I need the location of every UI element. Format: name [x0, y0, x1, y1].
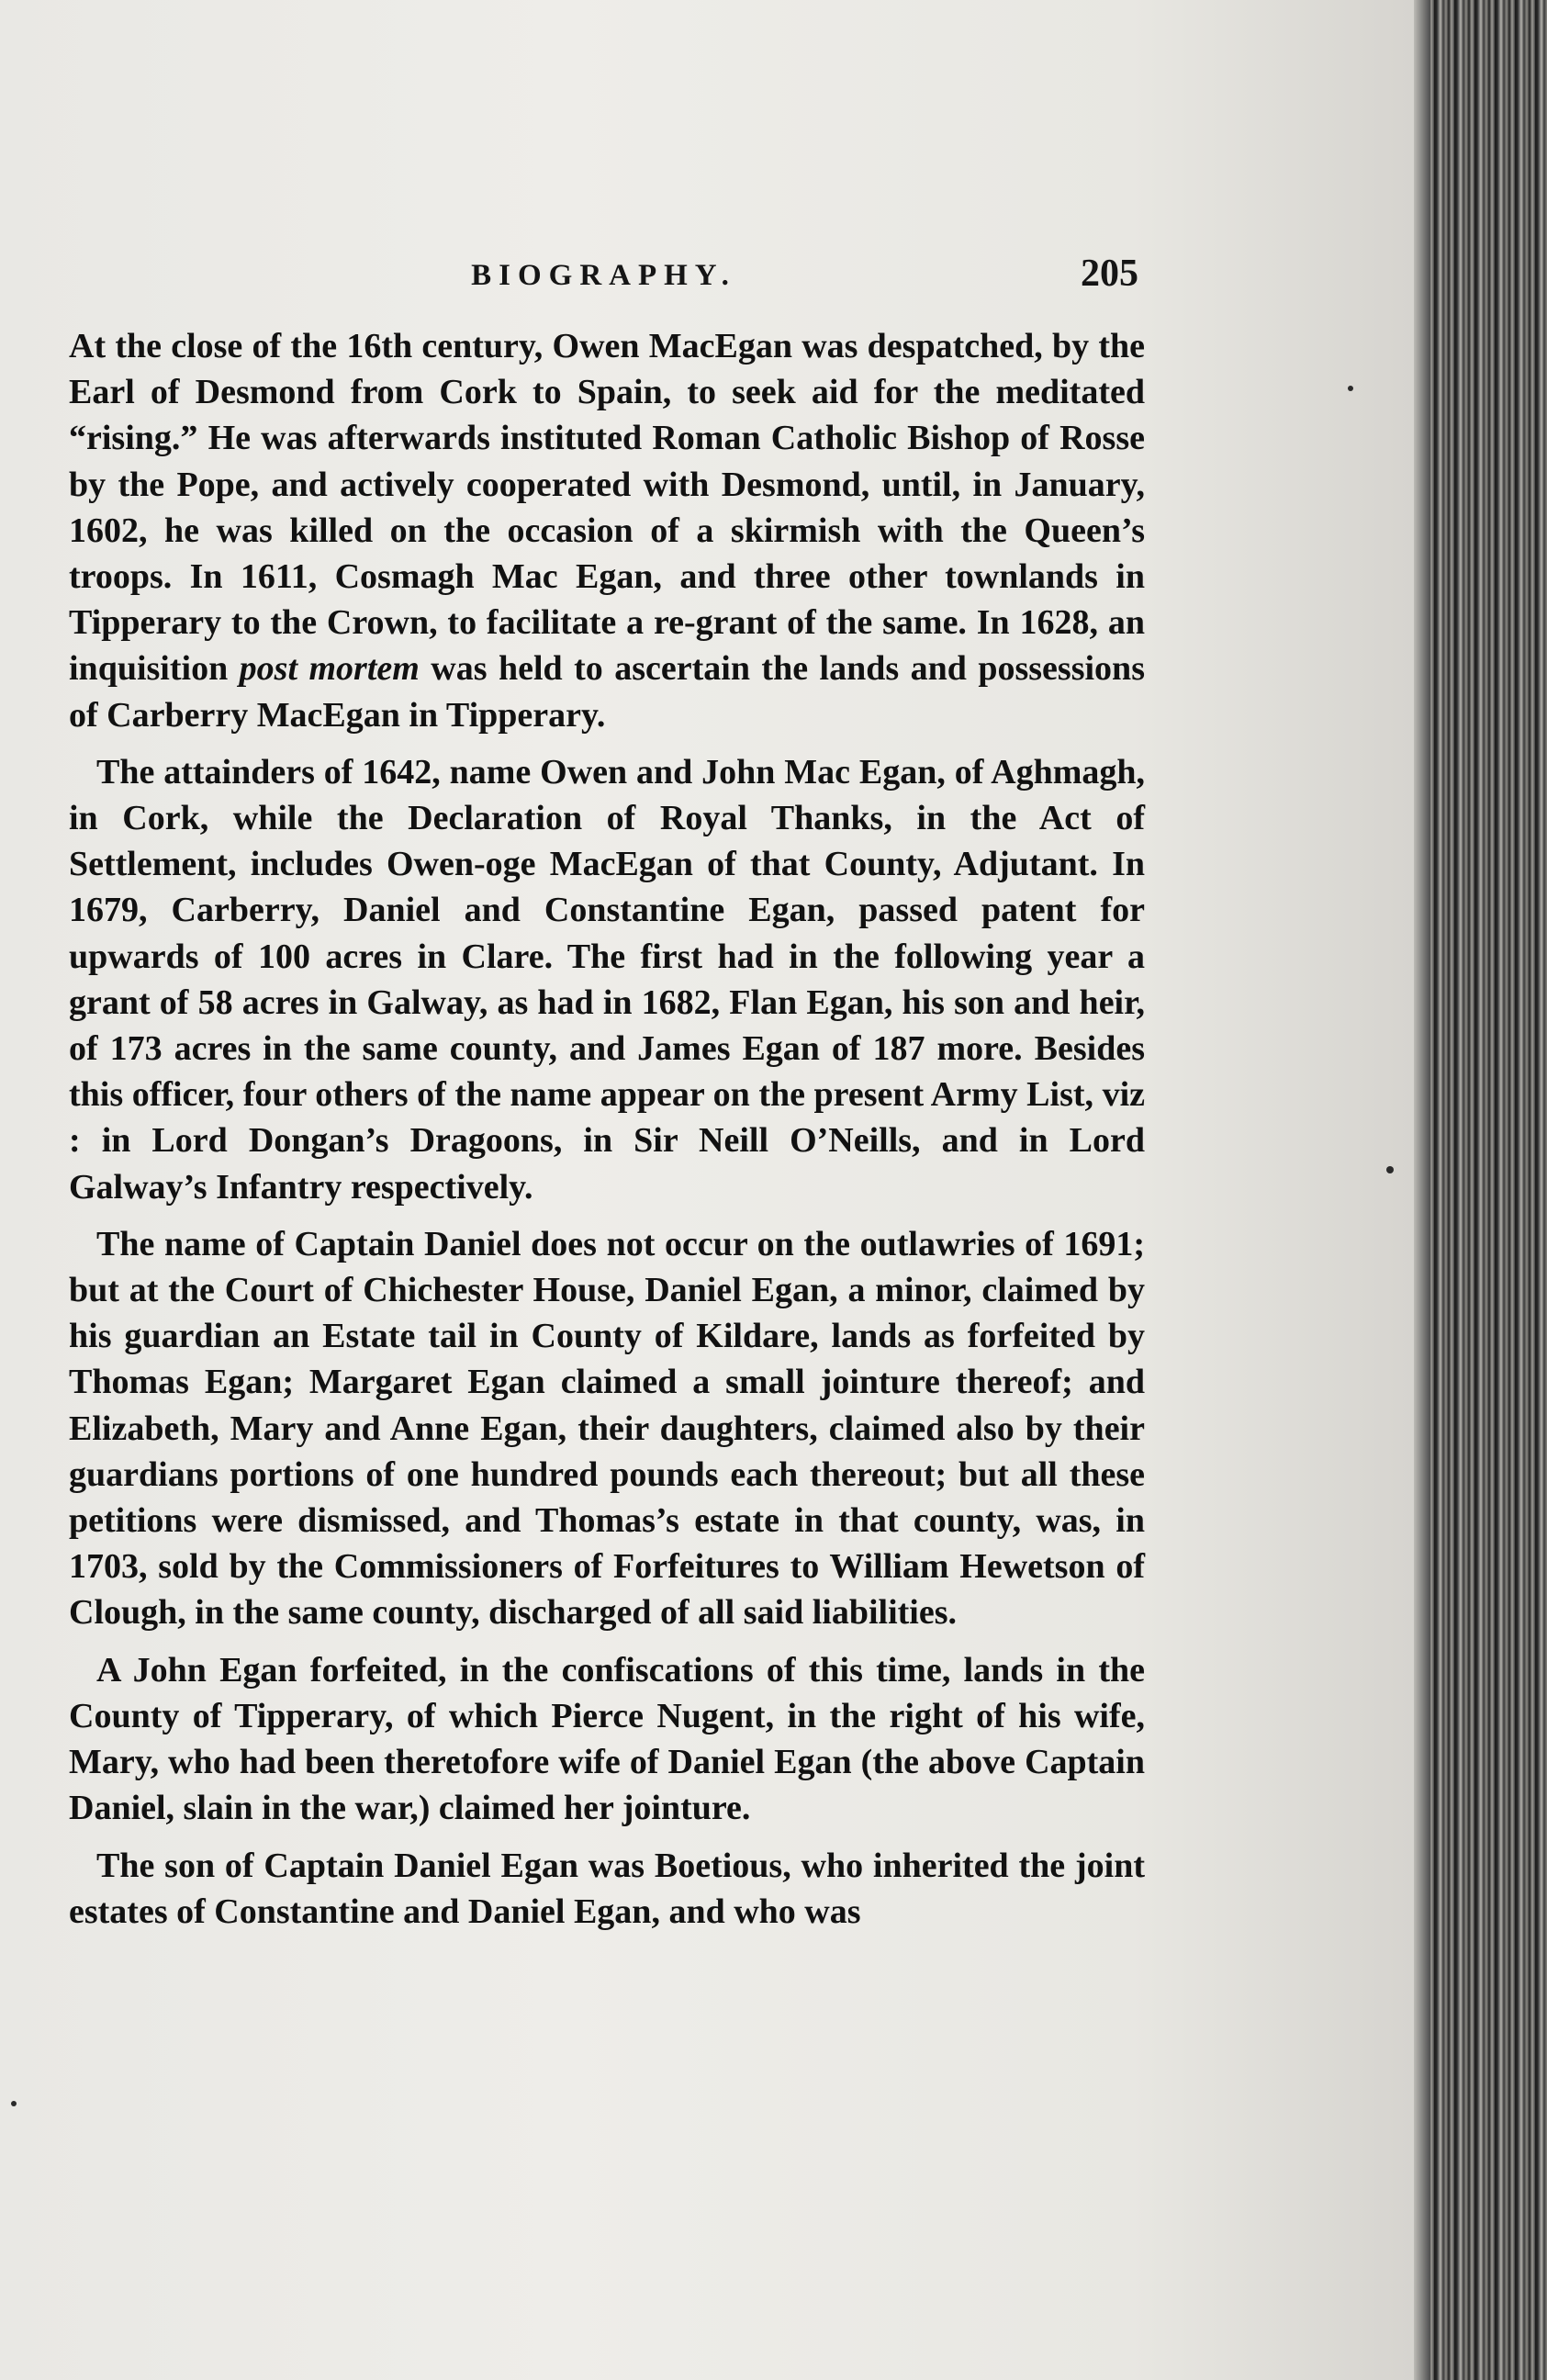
body-text — [69, 323, 1145, 1946]
paragraph-2: The attainders of 1642, name Owen and John Mac Egan, of Aghmagh, in Cork, while the Declaration of Royal Thanks, in the Act of Settlement, includes Owen-oge MacEgan of that County, Adjutant. In 1679, Carberry, Daniel and Constantine Egan, passed patent for upwards of 100 acres in Clare. The first had in the following year a grant of 58 acres in Galway, as had in 1682, Flan Egan, his son and heir, of 173 acres in the same county, and James Egan of 187 more. Besides this officer, four others of the name appear on the present Army List, viz : in Lord Dongan’s Dragoons, in Sir Neill O’Neills, and in Lord Galway’s Infantry respectively. — [69, 752, 1145, 1207]
page-header — [69, 246, 1138, 301]
book-spine-edge — [1414, 0, 1547, 2380]
scan-speck-2 — [1386, 1166, 1394, 1173]
paragraph-1-italic-term: post mortem — [239, 649, 420, 689]
paragraph-1-part-a: At the close of the 16th century, Owen MacEgan was despatched, by the Earl of Desmond from Cork to Spain, to seek aid for the meditated “rising.” He was afterwards instituted Roman Catholic Bishop of Rosse by the Pope, and actively cooperated with Desmond, until, in January, 1602, he was killed on the occasion of a skirmish with the Queen’s troops. In 1611, Cosmagh Mac Egan, and three other townlands in Tipperary to the Crown, to facilitate a re-grant of the same. In 1628, an inquisition — [69, 327, 1145, 689]
paragraph-1 — [69, 323, 1145, 738]
scan-speck-1 — [1348, 386, 1353, 391]
paragraph-1-part-b: was held to ascertain the lands and possessions of Carberry MacEgan in Tipperary. — [69, 649, 1145, 735]
scan-speck-3 — [11, 2101, 17, 2106]
running-title: BIOGRAPHY. — [471, 259, 736, 292]
paragraph-5: The son of Captain Daniel Egan was Boetious, who inherited the joint estates of Constantine and Daniel Egan, and who was — [69, 1846, 1145, 1931]
paragraph-4: A John Egan forfeited, in the confiscations of this time, lands in the County of Tipperary, of which Pierce Nugent, in the right of his wife, Mary, who had been theretofore wife of Daniel Egan (the above Captain Daniel, slain in the war,) claimed her jointure. — [69, 1650, 1145, 1828]
paragraph-3: The name of Captain Daniel does not occur on the outlawries of 1691; but at the Court of Chichester House, Daniel Egan, a minor, claimed by his guardian an Estate tail in County of Kildare, lands as forfeited by Thomas Egan; Margaret Egan claimed a small jointure thereof; and Elizabeth, Mary and Anne Egan, their daughters, claimed also by their guardians portions of one hundred pounds each thereout; but all these petitions were dismissed, and Thomas’s estate in that county, was, in 1703, sold by the Commissioners of Forfeitures to William Hewetson of Clough, in the same county, discharged of all said liabilities. — [69, 1224, 1145, 1633]
page-gutter-shadow — [1414, 0, 1430, 2380]
page-number: 205 — [1081, 253, 1138, 295]
